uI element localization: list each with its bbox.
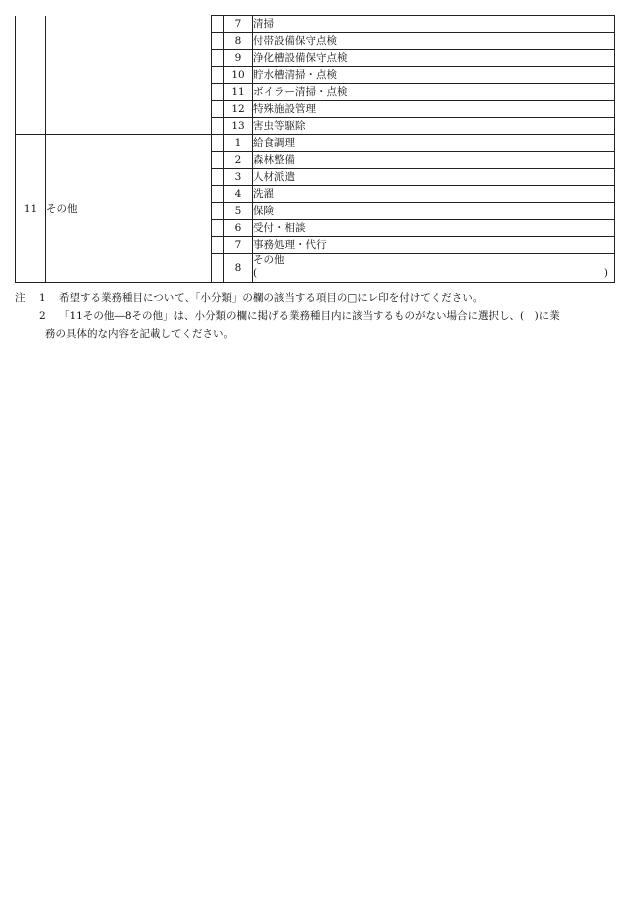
subcategory-number: 8 [224, 33, 253, 50]
subcategory-name: 洗濯 [253, 186, 615, 203]
subcategory-number: 7 [224, 237, 253, 254]
category-label-cell [46, 16, 212, 135]
checkbox-cell[interactable] [212, 50, 224, 67]
checkbox-cell[interactable] [212, 152, 224, 169]
subcategory-number: 2 [224, 152, 253, 169]
subcategory-number: 3 [224, 169, 253, 186]
category-label-cell: その他 [46, 135, 212, 283]
subcategory-number: 5 [224, 203, 253, 220]
subcategory-number: 7 [224, 16, 253, 33]
subcategory-number: 13 [224, 118, 253, 135]
note-number: 1 [39, 292, 46, 304]
note-item [15, 289, 615, 307]
subcategory-name: 事務処理・代行 [253, 237, 615, 254]
close-paren: ) [603, 267, 608, 279]
subcategory-name: 保険 [253, 203, 615, 220]
note-text-continuation: 務の具体的な内容を記載してください。 [45, 328, 234, 340]
checkbox-cell[interactable] [212, 186, 224, 203]
checkbox-cell[interactable] [212, 118, 224, 135]
checkbox-cell[interactable] [212, 237, 224, 254]
subcategory-name: 特殊施設管理 [253, 101, 615, 118]
subcategory-name: 給食調理 [253, 135, 615, 152]
subcategory-number: 4 [224, 186, 253, 203]
checkbox-cell[interactable] [212, 101, 224, 118]
subcategory-name: 害虫等駆除 [253, 118, 615, 135]
table-row [16, 135, 615, 152]
subcategory-name: 森林整備 [253, 152, 615, 169]
category-number-cell: 11 [16, 135, 46, 283]
note-text: 希望する業務種目について、「小分類」の欄の該当する項目の□にレ印を付けてください。 [59, 292, 484, 304]
table-row [16, 16, 615, 33]
checkbox-cell[interactable] [212, 169, 224, 186]
subcategory-name: 受付・相談 [253, 220, 615, 237]
category-number-cell [16, 16, 46, 135]
checkbox-cell[interactable] [212, 135, 224, 152]
subcategory-other-cell [253, 254, 615, 283]
checkbox-cell[interactable] [212, 84, 224, 101]
business-category-table [15, 15, 615, 283]
notes-section [15, 289, 615, 343]
open-paren: ( [253, 267, 258, 279]
subcategory-name: その他 [253, 254, 285, 266]
checkbox-cell[interactable] [212, 220, 224, 237]
subcategory-number: 6 [224, 220, 253, 237]
note-item [15, 307, 615, 343]
subcategory-name: 浄化槽設備保守点検 [253, 50, 615, 67]
subcategory-number: 1 [224, 135, 253, 152]
checkbox-cell[interactable] [212, 254, 224, 283]
note-prefix: 注 [15, 292, 26, 304]
business-category-table-section [15, 15, 615, 283]
subcategory-number: 11 [224, 84, 253, 101]
note-number: 2 [39, 310, 46, 322]
checkbox-cell[interactable] [212, 16, 224, 33]
subcategory-name: 清掃 [253, 16, 615, 33]
checkbox-cell[interactable] [212, 33, 224, 50]
checkbox-cell[interactable] [212, 203, 224, 220]
subcategory-name: ボイラー清掃・点検 [253, 84, 615, 101]
other-detail-field[interactable] [253, 267, 614, 280]
note-text: 「11その他―8その他」は、小分類の欄に掲げる業務種目内に該当するものがない場合に選択し、( )に業 [59, 310, 560, 322]
subcategory-number: 10 [224, 67, 253, 84]
subcategory-name: 貯水槽清掃・点検 [253, 67, 615, 84]
checkbox-cell[interactable] [212, 67, 224, 84]
subcategory-number: 12 [224, 101, 253, 118]
subcategory-number: 8 [224, 254, 253, 283]
subcategory-name: 人材派遣 [253, 169, 615, 186]
subcategory-name: 付帯設備保守点検 [253, 33, 615, 50]
subcategory-number: 9 [224, 50, 253, 67]
